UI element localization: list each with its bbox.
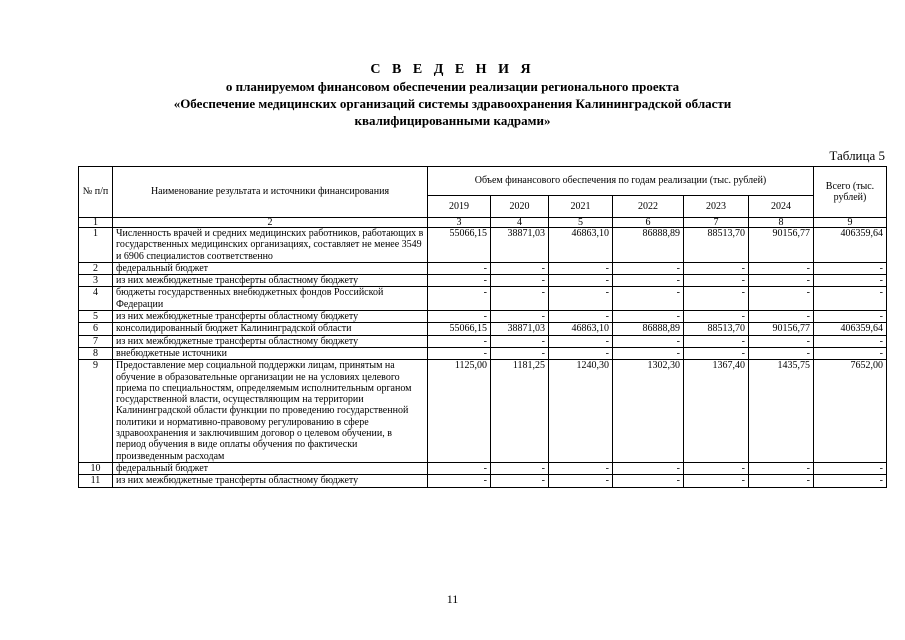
- row-total: -: [814, 475, 887, 487]
- row-name: федеральный бюджет: [113, 262, 428, 274]
- row-value: -: [428, 462, 491, 474]
- title-line-1: о планируемом финансовом обеспечении реализации регионального проекта: [225, 79, 680, 94]
- row-value: -: [491, 462, 549, 474]
- row-value: -: [684, 335, 749, 347]
- financing-table: [78, 166, 887, 488]
- row-total: -: [814, 287, 887, 311]
- table-row: [79, 347, 887, 359]
- row-value: -: [749, 462, 814, 474]
- row-value: -: [613, 347, 684, 359]
- header-col-volume: Объем финансового обеспечения по годам реализации (тыс. рублей): [428, 167, 814, 196]
- row-value: 88513,70: [684, 228, 749, 263]
- row-value: -: [684, 347, 749, 359]
- row-value: -: [684, 311, 749, 323]
- row-value: 38871,03: [491, 228, 549, 263]
- header-year: 2022: [613, 196, 684, 218]
- row-value: 55066,15: [428, 228, 491, 263]
- row-value: 46863,10: [549, 228, 613, 263]
- row-value: -: [613, 262, 684, 274]
- table-row: [79, 262, 887, 274]
- row-number: 11: [79, 475, 113, 487]
- row-value: -: [549, 262, 613, 274]
- row-value: -: [749, 347, 814, 359]
- header-year: 2019: [428, 196, 491, 218]
- row-value: -: [428, 287, 491, 311]
- column-number: 7: [684, 218, 749, 228]
- row-total: 7652,00: [814, 360, 887, 463]
- column-number: 4: [491, 218, 549, 228]
- row-number: 6: [79, 323, 113, 335]
- table-row: [79, 475, 887, 487]
- row-value: -: [684, 462, 749, 474]
- row-number: 1: [79, 228, 113, 263]
- row-total: -: [814, 275, 887, 287]
- row-name: Численность врачей и средних медицинских работников, работающих в государственных медицинских организациях, составляет не менее 3549 и 6906 специалистов соответственно: [113, 228, 428, 263]
- row-value: -: [613, 311, 684, 323]
- row-name: из них межбюджетные трансферты областному бюджету: [113, 311, 428, 323]
- row-value: -: [428, 275, 491, 287]
- column-number: 6: [613, 218, 684, 228]
- row-value: -: [428, 335, 491, 347]
- row-value: 1435,75: [749, 360, 814, 463]
- row-name: из них межбюджетные трансферты областному бюджету: [113, 275, 428, 287]
- table-caption: Таблица 5: [829, 148, 885, 163]
- column-number: 5: [549, 218, 613, 228]
- row-value: -: [549, 335, 613, 347]
- row-number: 3: [79, 275, 113, 287]
- row-value: 55066,15: [428, 323, 491, 335]
- row-value: -: [613, 475, 684, 487]
- table-row: [79, 335, 887, 347]
- row-value: -: [549, 275, 613, 287]
- column-number: 2: [113, 218, 428, 228]
- row-total: 406359,64: [814, 323, 887, 335]
- row-value: -: [749, 275, 814, 287]
- table-row: [79, 360, 887, 463]
- row-name: Предоставление мер социальной поддержки лицам, принятым на обучение в образовательные организации не на условиях целевого приема по специальностям, определяемым исполнительным органом государственной власти, осуществляющим на территории Калининградской области функции по проведению государственной политики и нормативно-правовому регулированию в сфере здравоохранения и заключившим договор о целевом обучении, в период обучения в виде оплаты обучения по фактически произведенным расходам: [113, 360, 428, 463]
- row-number: 9: [79, 360, 113, 463]
- row-value: -: [549, 311, 613, 323]
- row-name: бюджеты государственных внебюджетных фондов Российской Федерации: [113, 287, 428, 311]
- row-name: консолидированный бюджет Калининградской области: [113, 323, 428, 335]
- table-row: [79, 323, 887, 335]
- row-value: 90156,77: [749, 323, 814, 335]
- row-value: -: [749, 335, 814, 347]
- row-total: -: [814, 311, 887, 323]
- header-year: 2023: [684, 196, 749, 218]
- row-number: 10: [79, 462, 113, 474]
- row-total: -: [814, 347, 887, 359]
- table-row: [79, 462, 887, 474]
- row-value: 1240,30: [549, 360, 613, 463]
- row-value: -: [613, 275, 684, 287]
- page-number: 11: [446, 592, 459, 606]
- row-number: 8: [79, 347, 113, 359]
- row-value: 86888,89: [613, 228, 684, 263]
- table-row: [79, 228, 887, 263]
- row-value: 1181,25: [491, 360, 549, 463]
- row-value: 1302,30: [613, 360, 684, 463]
- row-number: 2: [79, 262, 113, 274]
- row-value: -: [491, 262, 549, 274]
- row-name: из них межбюджетные трансферты областному бюджету: [113, 335, 428, 347]
- row-total: -: [814, 335, 887, 347]
- row-value: -: [491, 475, 549, 487]
- table-row: [79, 275, 887, 287]
- header-year: 2024: [749, 196, 814, 218]
- row-value: -: [428, 262, 491, 274]
- row-value: -: [491, 275, 549, 287]
- document-title: С В Е Д Е Н И Я: [370, 62, 535, 77]
- document-header: [0, 62, 905, 129]
- column-number: 1: [79, 218, 113, 228]
- row-value: -: [428, 311, 491, 323]
- title-line-3: квалифицированными кадрами»: [354, 113, 551, 128]
- row-value: 86888,89: [613, 323, 684, 335]
- row-value: 88513,70: [684, 323, 749, 335]
- header-col-number: № п/п: [79, 167, 113, 218]
- row-value: 38871,03: [491, 323, 549, 335]
- row-value: -: [549, 347, 613, 359]
- row-value: -: [491, 347, 549, 359]
- row-value: -: [491, 287, 549, 311]
- row-value: -: [491, 311, 549, 323]
- row-name: из них межбюджетные трансферты областному бюджету: [113, 475, 428, 487]
- header-col-total: Всего (тыс. рублей): [814, 167, 887, 218]
- column-number: 8: [749, 218, 814, 228]
- row-name: федеральный бюджет: [113, 462, 428, 474]
- row-number: 7: [79, 335, 113, 347]
- row-value: -: [613, 335, 684, 347]
- row-value: -: [549, 475, 613, 487]
- row-value: -: [428, 347, 491, 359]
- row-value: 1367,40: [684, 360, 749, 463]
- header-year: 2021: [549, 196, 613, 218]
- header-col-name: Наименование результата и источники финансирования: [113, 167, 428, 218]
- row-value: -: [684, 475, 749, 487]
- row-value: 90156,77: [749, 228, 814, 263]
- row-value: -: [749, 262, 814, 274]
- row-value: 46863,10: [549, 323, 613, 335]
- row-value: -: [749, 475, 814, 487]
- column-number: 3: [428, 218, 491, 228]
- row-value: -: [613, 462, 684, 474]
- row-name: внебюджетные источники: [113, 347, 428, 359]
- row-value: -: [684, 275, 749, 287]
- row-value: -: [749, 287, 814, 311]
- row-value: -: [749, 311, 814, 323]
- header-year: 2020: [491, 196, 549, 218]
- table-body: [79, 218, 887, 488]
- row-total: -: [814, 462, 887, 474]
- row-total: -: [814, 262, 887, 274]
- table-row: [79, 311, 887, 323]
- column-numbers-row: [79, 218, 887, 228]
- row-number: 4: [79, 287, 113, 311]
- row-total: 406359,64: [814, 228, 887, 263]
- row-number: 5: [79, 311, 113, 323]
- row-value: -: [491, 335, 549, 347]
- title-line-2: «Обеспечение медицинских организаций системы здравоохранения Калининградской области: [173, 96, 732, 111]
- column-number: 9: [814, 218, 887, 228]
- row-value: -: [549, 287, 613, 311]
- row-value: -: [684, 287, 749, 311]
- table-row: [79, 287, 887, 311]
- row-value: -: [549, 462, 613, 474]
- row-value: -: [613, 287, 684, 311]
- row-value: -: [428, 475, 491, 487]
- row-value: 1125,00: [428, 360, 491, 463]
- row-value: -: [684, 262, 749, 274]
